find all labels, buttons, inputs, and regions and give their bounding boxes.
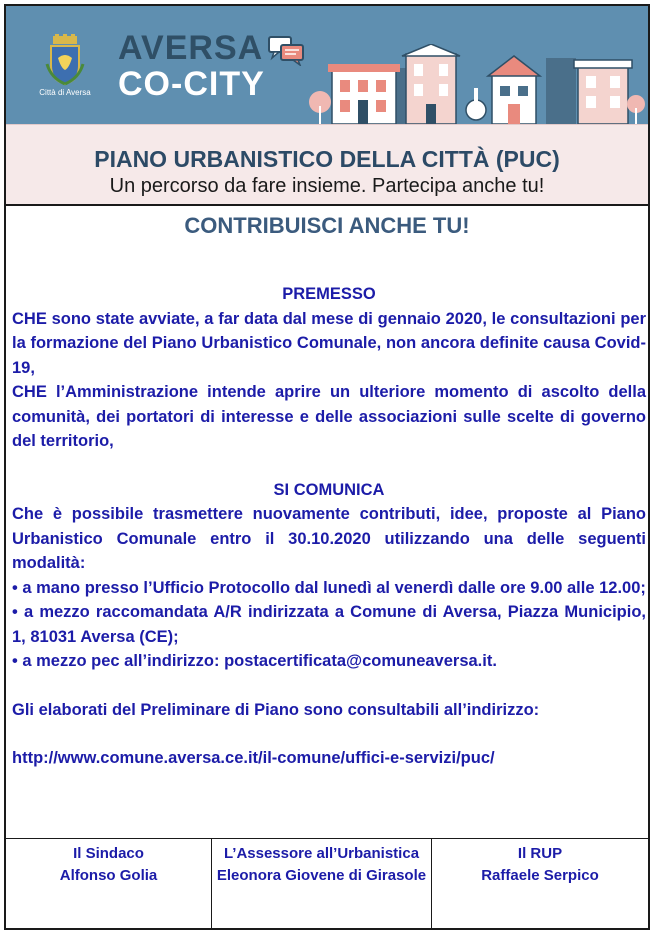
- signature-role: Il Sindaco: [73, 845, 144, 862]
- header-banner: [6, 6, 648, 124]
- notice-body: [12, 282, 646, 771]
- city-logo: [34, 34, 96, 97]
- signature-role: Il RUP: [517, 845, 563, 862]
- city-caption: Città di Aversa: [39, 88, 91, 97]
- premesso-heading: PREMESSO: [282, 285, 376, 303]
- brand-title-line2: CO-CITY: [118, 65, 265, 103]
- bullet-pec: • a mezzo pec all’indirizzo: postacertificata@comuneaversa.it.: [12, 652, 497, 670]
- puc-url-link[interactable]: http://www.comune.aversa.ce.it/il-comune/uffici-e-servizi/puc/: [12, 749, 495, 767]
- plan-title: PIANO URBANISTICO DELLA CITTÀ (PUC): [94, 146, 560, 172]
- signature-rup: [432, 839, 648, 930]
- premesso-paragraph-1: CHE sono state avviate, a far data dal mese di gennaio 2020, le consultazioni per la formazione del Piano Urbanistico Comunale, non ancora definite causa Covid-19,: [12, 309, 646, 377]
- plan-subtitle: Un percorso da fare insieme. Partecipa anche tu!: [109, 175, 545, 197]
- signature-name: Alfonso Golia: [59, 867, 158, 884]
- signature-name: Eleonora Giovene di Girasole: [216, 867, 427, 884]
- elaborati-paragraph: Gli elaborati del Preliminare di Piano sono consultabili all’indirizzo:: [12, 700, 540, 719]
- signature-assessor: [212, 839, 432, 930]
- signature-table: [6, 838, 648, 930]
- spacer: [12, 454, 646, 478]
- signature-role: L’Assessore all’Urbanistica: [223, 845, 420, 862]
- subtitle-band: [6, 124, 648, 206]
- signature-mayor: [6, 839, 212, 930]
- bullet-registered-mail: • a mezzo raccomandata A/R indirizzata a Comune di Aversa, Piazza Municipio, 1, 81031 Aversa (CE);: [12, 603, 646, 646]
- comunica-heading: SI COMUNICA: [273, 480, 385, 499]
- brand-title-line1: AVERSA: [118, 29, 264, 67]
- brand-title: [118, 30, 265, 102]
- spacer: [12, 674, 646, 698]
- chat-bubbles-icon: [268, 36, 306, 66]
- signature-name: Raffaele Serpico: [481, 867, 599, 884]
- contribute-heading: CONTRIBUISCI ANCHE TU!: [184, 213, 470, 238]
- city-skyline-illustration: [306, 44, 646, 124]
- premesso-paragraph-2: CHE l’Amministrazione intende aprire un ulteriore momento di ascolto della comunità, dei portatori di interesse e delle associazioni sulle scelte di governo del territorio,: [12, 383, 646, 450]
- poster-frame: [4, 4, 650, 930]
- coat-of-arms-icon: [45, 34, 85, 86]
- spacer: [12, 722, 646, 746]
- bullet-in-person: • a mano presso l’Ufficio Protocollo dal lunedì al venerdì dalle ore 9.00 alle 12.00;: [12, 578, 646, 597]
- comunica-paragraph: Che è possibile trasmettere nuovamente contributi, idee, proposte al Piano Urbanistico Comunale entro il 30.10.2020 utilizzando una delle seguenti modalità:: [12, 505, 646, 572]
